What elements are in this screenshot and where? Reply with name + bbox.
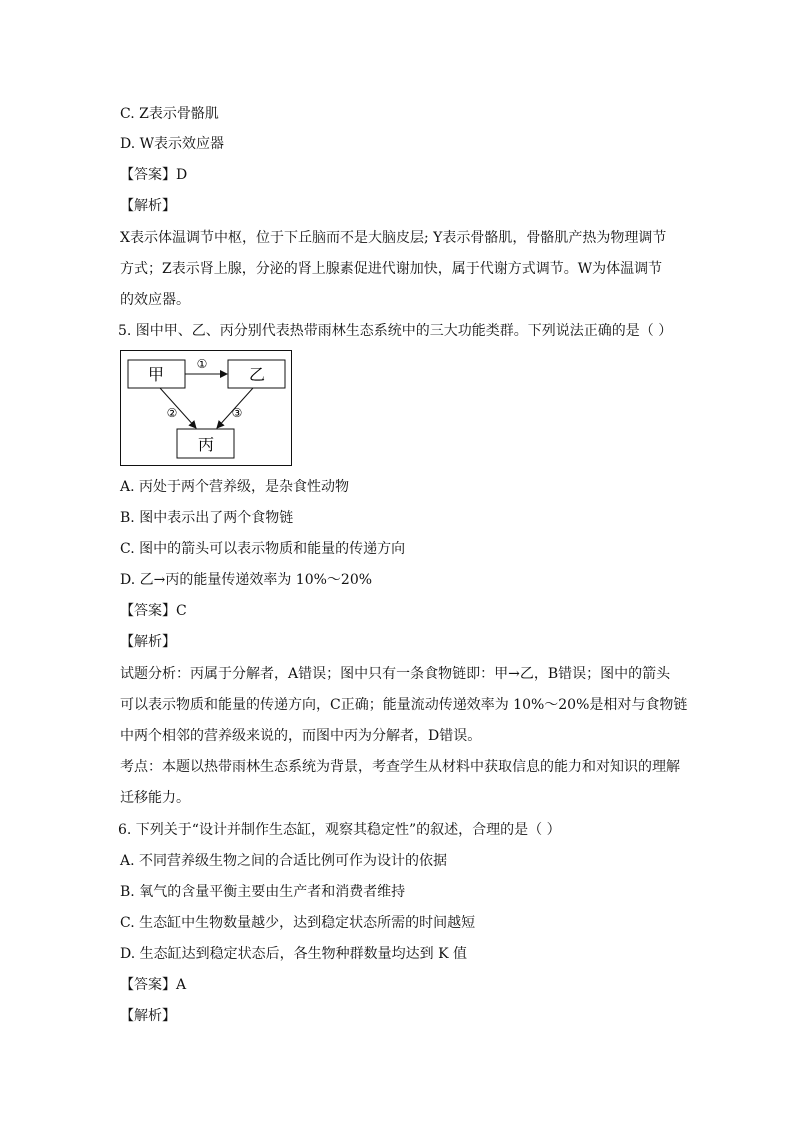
option-d-q4: D. W表示效应器 bbox=[120, 136, 225, 152]
option-a-q6: A. 不同营养级生物之间的合适比例可作为设计的依据 bbox=[120, 853, 448, 869]
analysis-text-q5-l1: 试题分析：丙属于分解者，A错误；图中只有一条食物链即：甲→乙，B错误；图中的箭头 bbox=[120, 666, 671, 682]
option-c-q4: C. Z表示骨骼肌 bbox=[120, 106, 219, 122]
analysis-text-q5-l3: 中两个相邻的营养级来说的，而图中丙为分解者，D错误。 bbox=[120, 728, 482, 744]
analysis-text-q4-l3: 的效应器。 bbox=[120, 292, 190, 308]
answer-q6: 【答案】A bbox=[120, 977, 187, 993]
option-a-q5: A. 丙处于两个营养级，是杂食性动物 bbox=[120, 479, 350, 495]
answer-q4: 【答案】D bbox=[120, 167, 188, 183]
node-bing-label: 丙 bbox=[197, 435, 215, 454]
arrow-1-label: ① bbox=[196, 357, 208, 371]
analysis-heading-q4: 【解析】 bbox=[120, 198, 176, 214]
question-6-stem: 6. 下列关于“设计并制作生态缸，观察其稳定性”的叙述，合理的是（ ） bbox=[118, 822, 561, 838]
option-d-q5: D. 乙→丙的能量传递效率为 10%～20% bbox=[120, 572, 373, 588]
key-point-q5-l2: 迁移能力。 bbox=[120, 790, 190, 806]
arrow-2-label: ② bbox=[166, 406, 178, 420]
question-5-stem: 5. 图中甲、乙、丙分别代表热带雨林生态系统中的三大功能类群。下列说法正确的是（ ） bbox=[118, 323, 673, 339]
option-b-q5: B. 图中表示出了两个食物链 bbox=[120, 510, 294, 526]
node-jia-label: 甲 bbox=[147, 365, 165, 384]
option-c-q5: C. 图中的箭头可以表示物质和能量的传递方向 bbox=[120, 541, 406, 557]
analysis-heading-q5: 【解析】 bbox=[120, 634, 176, 650]
arrow-3-label: ③ bbox=[231, 406, 243, 420]
key-point-q5-l1: 考点：本题以热带雨林生态系统为背景，考查学生从材料中获取信息的能力和对知识的理解 bbox=[120, 759, 680, 775]
answer-q5: 【答案】C bbox=[120, 603, 187, 619]
analysis-text-q4-l1: X表示体温调节中枢，位于下丘脑而不是大脑皮层; Y表示骨骼肌，骨骼肌产热为物理调节 bbox=[120, 230, 667, 246]
option-b-q6: B. 氧气的含量平衡主要由生产者和消费者维持 bbox=[120, 884, 406, 900]
node-yi-label: 乙 bbox=[248, 365, 266, 384]
arrow-jia-to-bing bbox=[160, 388, 196, 428]
option-c-q6: C. 生态缸中生物数量越少，达到稳定状态所需的时间越短 bbox=[120, 915, 476, 931]
analysis-heading-q6: 【解析】 bbox=[120, 1008, 176, 1024]
food-relation-diagram bbox=[120, 350, 292, 466]
analysis-text-q5-l2: 可以表示物质和能量的传递方向，C正确；能量流动传递效率为 10%～20%是相对与食物链 bbox=[120, 697, 688, 713]
analysis-text-q4-l2: 方式；Z表示肾上腺，分泌的肾上腺素促进代谢加快，属于代谢方式调节。W为体温调节 bbox=[120, 261, 663, 277]
option-d-q6: D. 生态缸达到稳定状态后，各生物种群数量均达到 K 值 bbox=[120, 946, 467, 962]
